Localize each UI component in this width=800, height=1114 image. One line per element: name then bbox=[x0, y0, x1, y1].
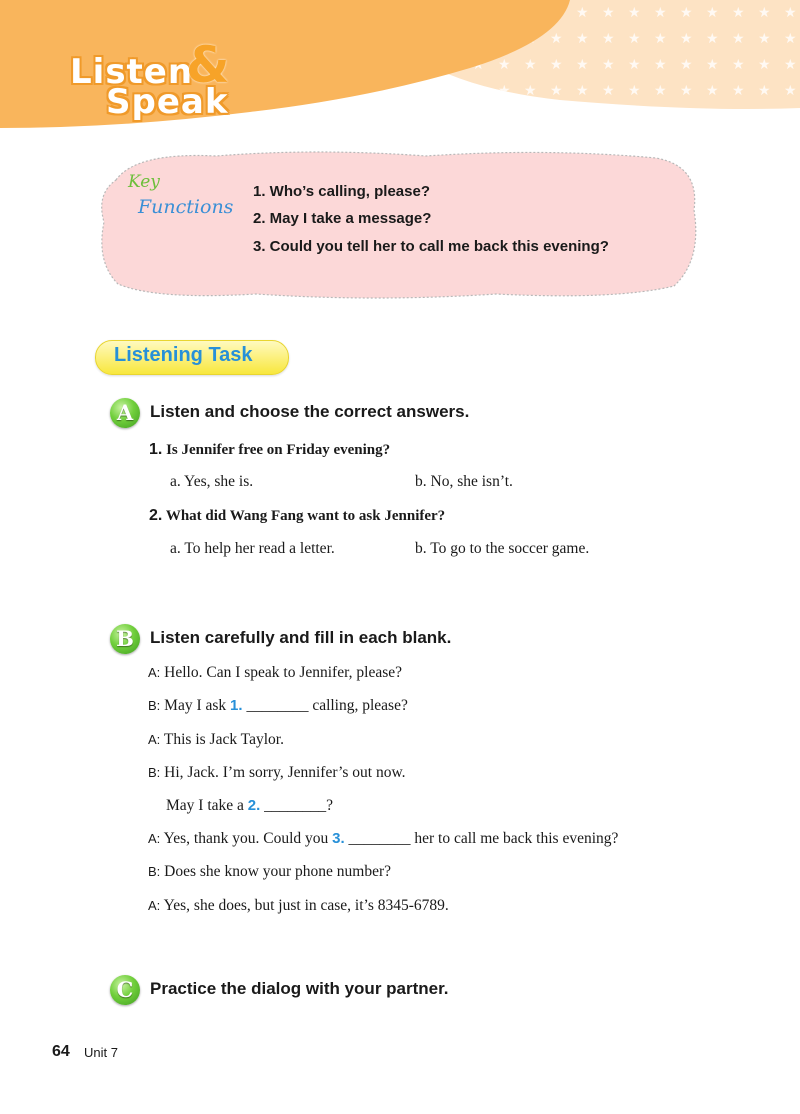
dialog-text: Yes, thank you. Could you bbox=[163, 830, 333, 847]
blank-number: 3. bbox=[332, 830, 345, 847]
answer-option-b: b. To go to the soccer game. bbox=[415, 540, 590, 557]
dialog-line bbox=[148, 731, 284, 749]
fill-blank: ________ bbox=[242, 697, 309, 714]
dialog-text: ? bbox=[326, 797, 334, 814]
answer-option-a: a. To help her read a letter. bbox=[170, 540, 335, 557]
dialog-line bbox=[148, 697, 408, 715]
key-function-item: 1. Who’s calling, please? bbox=[253, 183, 430, 200]
key-function-item: 3. Could you tell her to call me back this evening? bbox=[253, 238, 609, 255]
section-c-badge: C bbox=[110, 975, 140, 1005]
speaker-label: A: bbox=[148, 831, 161, 846]
blank-number: 1. bbox=[230, 697, 243, 714]
question-text: Is Jennifer free on Friday evening? bbox=[166, 442, 391, 458]
speaker-label: A: bbox=[148, 732, 161, 747]
title-speak: Speak bbox=[106, 82, 229, 122]
dialog-text: her to call me back this evening? bbox=[410, 830, 619, 847]
dialog-text: Hi, Jack. I’m sorry, Jennifer’s out now. bbox=[164, 764, 406, 781]
speaker-label: B: bbox=[148, 864, 161, 879]
listening-task-label: Listening Task bbox=[114, 344, 253, 366]
question-number: 2. bbox=[149, 507, 163, 524]
functions-label: Functions bbox=[138, 196, 234, 218]
dialog-text: May I ask bbox=[164, 697, 231, 714]
answer-option-a: a. Yes, she is. bbox=[170, 473, 254, 490]
dialog-line bbox=[148, 664, 402, 682]
dialog-text: Hello. Can I speak to Jennifer, please? bbox=[164, 664, 402, 681]
title-ampersand: & bbox=[186, 36, 230, 94]
dialog-line bbox=[148, 764, 406, 782]
question-number: 1. bbox=[149, 441, 163, 458]
dialog-text: calling, please? bbox=[308, 697, 408, 714]
page-number: 64 bbox=[52, 1043, 70, 1060]
key-label: Key bbox=[128, 172, 160, 192]
title-listen: Listen bbox=[70, 52, 194, 92]
dialog-line bbox=[148, 830, 618, 848]
dialog-text: Yes, she does, but just in case, it’s 8345-6789. bbox=[163, 897, 449, 914]
fill-blank: ________ bbox=[344, 830, 411, 847]
speaker-label: B: bbox=[148, 698, 161, 713]
question-2 bbox=[149, 507, 445, 525]
dialog-line bbox=[166, 797, 333, 815]
dialog-line bbox=[148, 863, 391, 881]
dialog-line bbox=[148, 897, 449, 915]
dialog-text: This is Jack Taylor. bbox=[163, 731, 284, 748]
speaker-label: A: bbox=[148, 898, 161, 913]
section-a-badge: A bbox=[110, 398, 140, 428]
question-1 bbox=[149, 441, 390, 459]
answer-option-b: b. No, she isn’t. bbox=[415, 473, 513, 490]
blank-number: 2. bbox=[247, 797, 261, 814]
section-b-badge: B bbox=[110, 624, 140, 654]
speaker-label: A: bbox=[148, 665, 161, 680]
fill-blank: ________ bbox=[260, 797, 327, 814]
question-text: What did Wang Fang want to ask Jennifer? bbox=[165, 508, 446, 524]
key-function-item: 2. May I take a message? bbox=[253, 210, 432, 227]
section-c-title: Practice the dialog with your partner. bbox=[150, 979, 449, 998]
unit-label: Unit 7 bbox=[84, 1045, 118, 1060]
dialog-text: May I take a bbox=[166, 797, 248, 814]
section-b-title: Listen carefully and fill in each blank. bbox=[150, 628, 452, 647]
speaker-label: B: bbox=[148, 765, 161, 780]
listening-task-heading bbox=[95, 340, 289, 375]
dialog-text: Does she know your phone number? bbox=[164, 863, 392, 880]
section-a-title: Listen and choose the correct answers. bbox=[150, 402, 470, 421]
